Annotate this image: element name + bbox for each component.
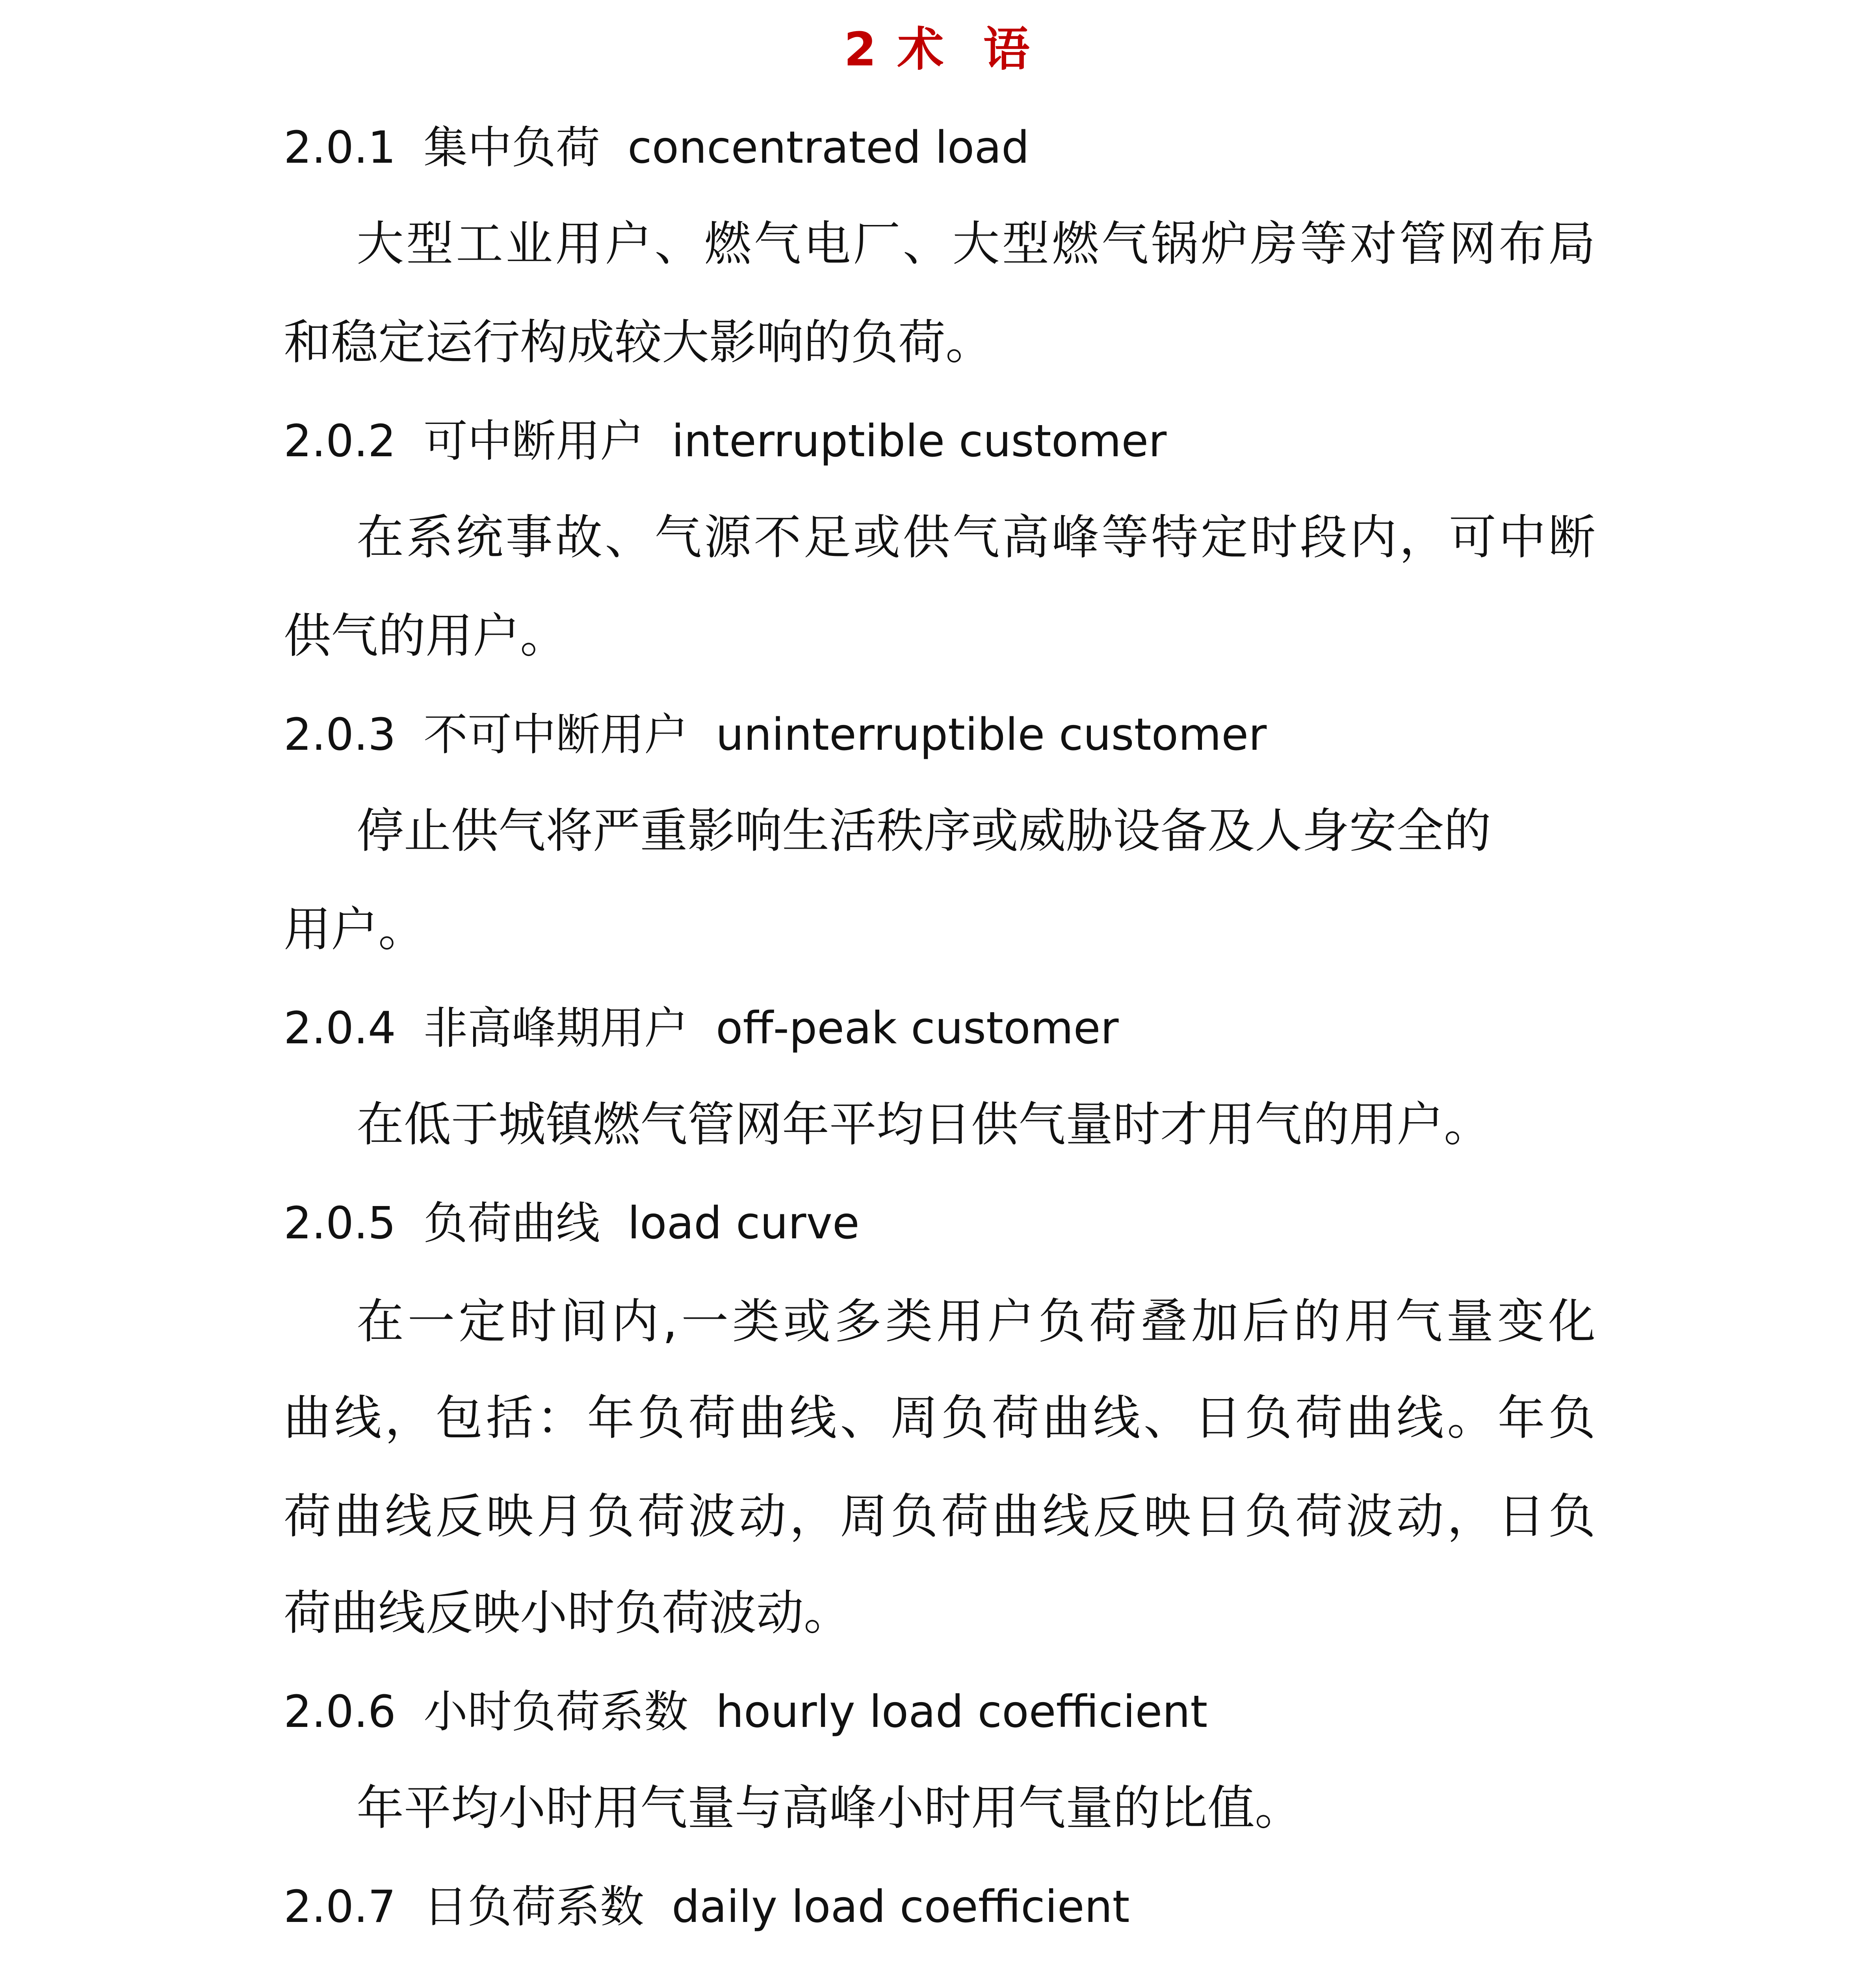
term-heading: [284, 118, 1029, 177]
definition-line: 荷曲线反映小时负荷波动。: [284, 1586, 851, 1641]
term-number: 2.0.1: [284, 122, 396, 173]
term-name-zh: 可中断用户: [423, 416, 644, 467]
definition-line: 和稳定运行构成较大影响的负荷。: [284, 315, 993, 370]
term-name-en: concentrated load: [627, 122, 1030, 173]
term-number: 2.0.7: [284, 1881, 396, 1933]
term-name-zh: 非高峰期用户: [423, 1003, 688, 1054]
term-name-zh: 负荷曲线: [423, 1198, 600, 1249]
term-name-en: load curve: [627, 1198, 860, 1249]
term-name-en: interruptible customer: [671, 416, 1167, 467]
term-heading: [284, 1194, 860, 1253]
term-name-zh: 集中负荷: [423, 122, 600, 173]
term-heading: [284, 1877, 1130, 1937]
definition-line: 在系统事故、气源不足或供气高峰等特定时段内，可中断: [357, 510, 1596, 565]
chapter-title: 2 术 语: [844, 22, 1032, 76]
term-number: 2.0.5: [284, 1198, 396, 1249]
term-name-en: hourly load coefficient: [715, 1686, 1208, 1738]
definition-line: 荷曲线反映月负荷波动，周负荷曲线反映日负荷波动，日负: [284, 1489, 1596, 1544]
term-number: 2.0.3: [284, 709, 396, 760]
term-name-en: off-peak customer: [715, 1003, 1119, 1054]
term-heading: [284, 1682, 1207, 1741]
term-heading: [284, 412, 1166, 471]
term-name-en: daily load coefficient: [671, 1881, 1130, 1933]
definition-line: 停止供气将严重影响生活秩序或威胁设备及人身安全的: [357, 804, 1491, 859]
term-number: 2.0.4: [284, 1003, 396, 1054]
definition-line: 在低于城镇燃气管网年平均日供气量时才用气的用户。: [357, 1097, 1491, 1152]
term-heading: [284, 705, 1267, 764]
term-number: 2.0.2: [284, 416, 396, 467]
definition-line: 在一定时间内,一类或多类用户负荷叠加后的用气量变化: [357, 1294, 1596, 1349]
term-name-en: uninterruptible customer: [715, 709, 1267, 760]
term-name-zh: 不可中断用户: [423, 709, 688, 760]
definition-line: 用户。: [284, 902, 425, 957]
term-name-zh: 小时负荷系数: [423, 1686, 688, 1738]
term-number: 2.0.6: [284, 1686, 396, 1738]
definition-line: 曲线，包括：年负荷曲线、周负荷曲线、日负荷曲线。年负: [284, 1391, 1596, 1446]
definition-line: 供气的用户。: [284, 609, 567, 663]
term-name-zh: 日负荷系数: [423, 1881, 644, 1933]
definition-line: 年平均小时用气量与高峰小时用气量的比值。: [357, 1781, 1302, 1836]
term-heading: [284, 999, 1119, 1058]
definition-line: 大型工业用户、燃气电厂、大型燃气锅炉房等对管网布局: [357, 217, 1596, 271]
